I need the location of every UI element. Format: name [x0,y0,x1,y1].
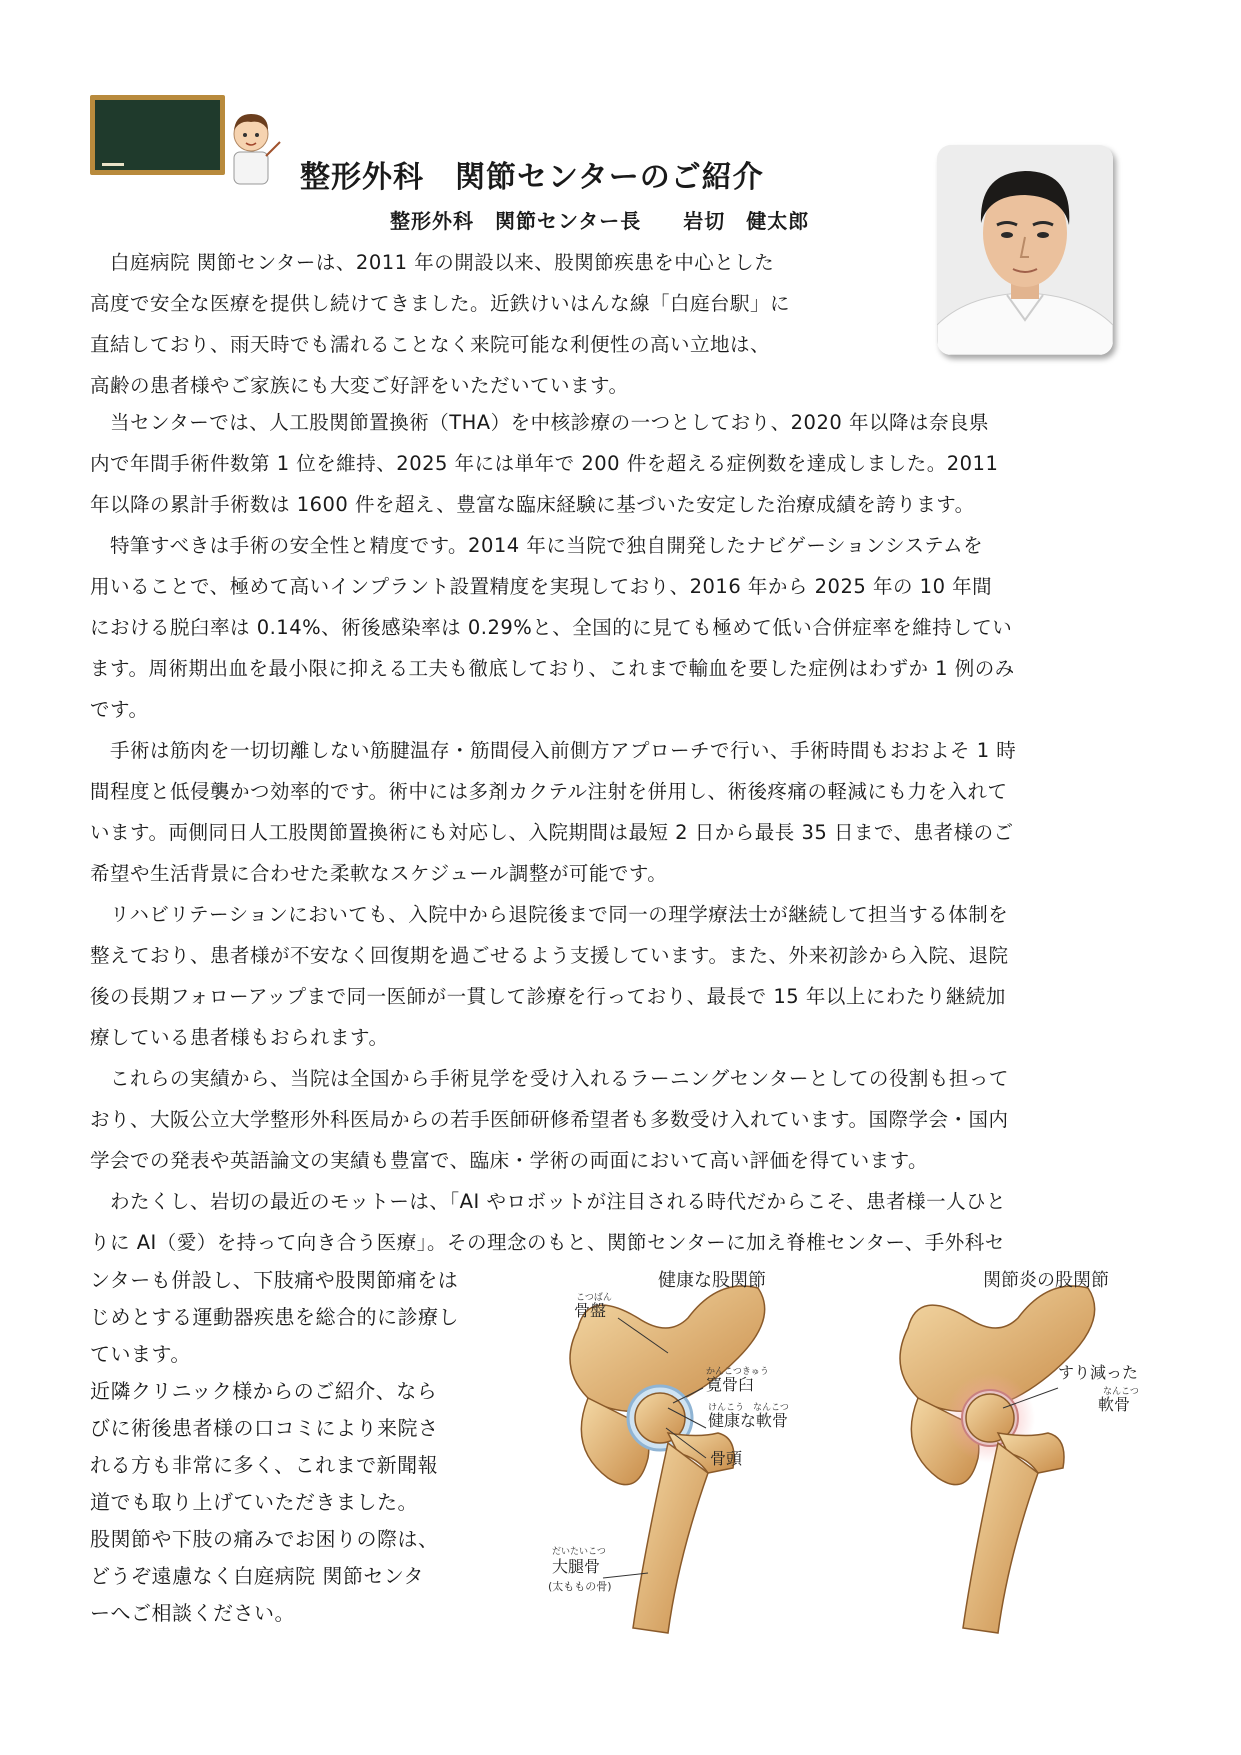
text-line: ーへご相談ください。 [90,1601,295,1625]
text-line: 学会での発表や英語論文の実績も豊富で、臨床・学術の両面において高い評価を得ています。 [90,1149,929,1172]
arthritic-hip-title: 関節炎の股関節 [983,1270,1109,1291]
text-line: れる方も非常に多く、これまで新聞報 [90,1453,439,1477]
text-line: 高度で安全な医療を提供し続けてきました。近鉄けいはんな線「白庭台駅」に [90,292,791,315]
text-line: おり、大阪公立大学整形外科医局からの若手医師研修希望者も多数受け入れています。国際学会・国内 [90,1108,1009,1131]
text-line: ンターも併設し、下肢痛や股関節痛をは [90,1268,459,1292]
text-line: 間程度と低侵襲かつ効率的です。術中には多剤カクテル注射を併用し、術後疼痛の軽減にも力を入れて [90,780,1008,803]
text-line: 内で年間手術件数第 1 位を維持、2025 年には単年で 200 件を超える症例数を達成しました。2011 [90,452,999,475]
text-line: 整えており、患者様が不安なく回復期を過ごせるよう支援しています。また、外来初診から入院、退院 [90,944,1009,967]
text-line: びに術後患者様の口コミにより来院さ [90,1416,439,1440]
page-title: 整形外科 関節センターのご紹介 [300,160,764,195]
text-line: 道でも取り上げていただきました。 [90,1490,418,1514]
author-line: 整形外科 関節センター長 岩切 健太郎 [390,209,810,233]
body-text [90,402,1016,1263]
text-line: 高齢の患者様やご家族にも大変ご好評をいただいています。 [90,374,629,397]
text-line: 特筆すべきは手術の安全性と精度です。2014 年に当院で独自開発したナビゲーションシステムを [90,534,984,557]
cartilage-ruby: けんこう なんこつ [708,1403,789,1413]
worn-cartilage-label-1: すり減った [1058,1363,1139,1382]
hip-joint-figure [548,1258,1163,1658]
text-line: わたくし、岩切の最近のモットーは、「AI やロボットが注目される時代だからこそ、患者様一人ひと [90,1190,1007,1213]
femur-ruby: だいたいこつ [552,1547,606,1557]
text-line: 希望や生活背景に合わせた柔軟なスケジュール調整が可能です。 [90,862,668,885]
text-line: どうぞ遠慮なく白庭病院 関節センタ [90,1564,425,1588]
text-line: 近隣クリニック様からのご紹介、なら [90,1379,438,1403]
doctor-portrait [937,145,1113,355]
text-line: 年以降の累計手術数は 1600 件を超え、豊富な臨床経験に基づいた安定した治療成績を誇ります。 [90,493,975,516]
text-line: じめとする運動器疾患を総合的に診療し [90,1305,459,1329]
text-line: りに AI（愛）を持って向き合う医療」。その理念のもと、関節センターに加え脊椎センター、手外科セ [90,1231,1005,1254]
text-line: 用いることで、極めて高いインプラント設置精度を実現しており、2016 年から 2025 年の 10 年間 [90,575,993,598]
arthritic-hip-illustration [900,1286,1095,1633]
text-line: 直結しており、雨天時でも濡れることなく来院可能な利便性の高い立地は、 [90,333,771,356]
text-line: 療している患者様もおられます。 [90,1026,389,1049]
text-line: における脱臼率は 0.14%、術後感染率は 0.29%と、全国的に見ても極めて低い合併症率を維持してい [90,616,1013,639]
chalk-illustration [102,163,124,166]
teacher-illustration [222,108,282,186]
text-line: います。両側同日人工股関節置換術にも対応し、入院期間は最短 2 日から最長 35 日まで、患者様のご [90,821,1014,844]
worn-cartilage-label-2: 軟骨 [1098,1395,1131,1414]
healthy-hip-title: 健康な股関節 [658,1270,766,1291]
text-line: これらの実績から、当院は全国から手術見学を受け入れるラーニングセンターとしての役割も担って [90,1067,1009,1090]
femoral-head-label: 骨頭 [710,1449,743,1468]
text-line: 手術は筋肉を一切切離しない筋腱温存・筋間侵入前側方アプローチで行い、手術時間もおおよそ 1 時 [90,739,1017,762]
text-line: です。 [90,698,149,721]
pelvis-ruby: こつばん [576,1293,612,1303]
acetabulum-label: 寛骨臼 [706,1375,755,1394]
closing-paragraph [90,1262,459,1632]
intro-paragraph [90,242,790,406]
worn-cartilage-ruby: なんこつ [1103,1387,1139,1397]
text-line: リハビリテーションにおいても、入院中から退院後まで同一の理学療法士が継続して担当する体制を [90,903,1009,926]
femur-note: (太ももの骨) [548,1580,612,1593]
text-line: ます。周術期出血を最小限に抑える工夫も徹底しており、これまで輸血を要した症例はわずか 1 例のみ [90,657,1015,680]
text-line: 白庭病院 関節センターは、2011 年の開設以来、股関節疾患を中心とした [90,251,775,274]
femur-label: 大腿骨 [552,1557,601,1576]
text-line: ています。 [90,1342,191,1366]
pelvis-label: 骨盤 [574,1301,607,1320]
acetabulum-ruby: かんこつきゅう [706,1367,769,1377]
text-line: 股関節や下肢の痛みでお困りの際は、 [90,1527,439,1551]
text-line: 当センターでは、人工股関節置換術（THA）を中核診療の一つとしており、2020 年以降は奈良県 [90,411,989,434]
text-line: 後の長期フォローアップまで同一医師が一貫して診療を行っており、最長で 15 年以上にわたり継続加 [90,985,1006,1008]
cartilage-label: 健康な軟骨 [708,1411,789,1430]
